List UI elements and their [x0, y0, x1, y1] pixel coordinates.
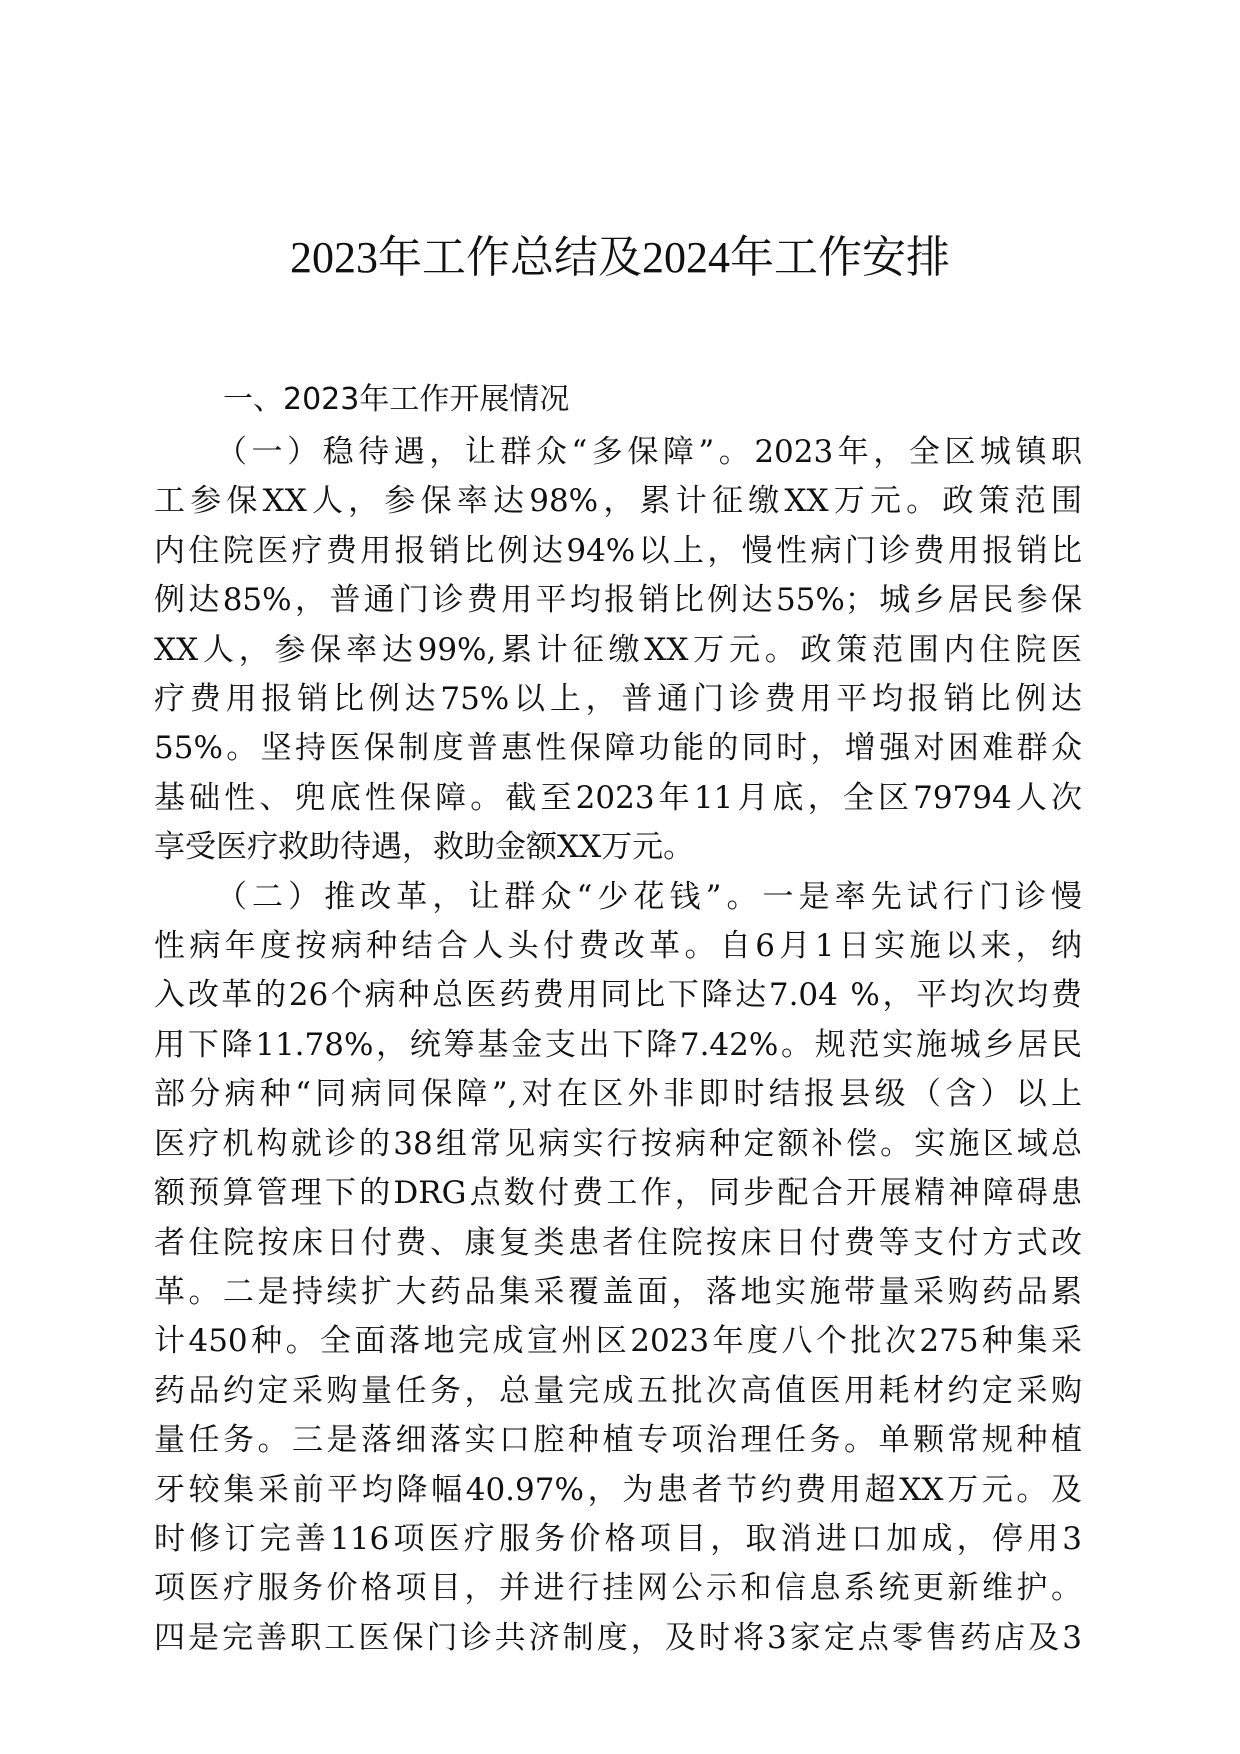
- text-line: 疗费用报销比例达75%以上，普通门诊费用平均报销比例达: [154, 681, 1082, 718]
- paragraph-2: [154, 873, 1082, 1664]
- text-line: 者住院按床日付费、康复类患者住院按床日付费等支付方式改: [154, 1224, 1082, 1261]
- text-line: 工参保XX人，参保率达98%，累计征缴XX万元。政策范围: [154, 483, 1082, 520]
- text-line: XX人，参保率达99%,累计征缴XX万元。政策范围内住院医: [154, 631, 1082, 668]
- text-line: 性病年度按病种结合人头付费改革。自6月1日实施以来，纳: [154, 928, 1082, 965]
- text-line: 医疗机构就诊的38组常见病实行按病种定额补偿。实施区域总: [154, 1125, 1082, 1162]
- text-line: 四是完善职工医保门诊共济制度，及时将3家定点零售药店及3: [154, 1619, 1082, 1656]
- section-heading: 一、2023年工作开展情况: [223, 382, 570, 417]
- text-line: 内住院医疗费用报销比例达94%以上，慢性病门诊费用报销比: [154, 532, 1082, 569]
- document-title: 2023年工作总结及2024年工作安排: [290, 233, 950, 282]
- paragraph-1: [154, 428, 1082, 873]
- text-line: 项医疗服务价格项目，并进行挂网公示和信息系统更新维护。: [154, 1570, 1082, 1607]
- text-line: 部分病种“同病同保障”,对在区外非即时结报县级（含）以上: [154, 1076, 1082, 1113]
- document-body: [154, 428, 1082, 1663]
- text-line: 药品约定采购量任务，总量完成五批次高值医用耗材约定采购: [154, 1372, 1082, 1409]
- text-line: 革。二是持续扩大药品集采覆盖面，落地实施带量采购药品累: [154, 1273, 1082, 1310]
- text-line: 用下降11.78%，统筹基金支出下降7.42%。规范实施城乡居民: [154, 1026, 1082, 1063]
- text-line: 例达85%，普通门诊费用平均报销比例达55%；城乡居民参保: [154, 582, 1082, 619]
- text-line: 享受医疗救助待遇，救助金额XX万元。: [154, 829, 695, 866]
- text-line: 55%。坚持医保制度普惠性保障功能的同时，增强对困难群众: [154, 730, 1082, 767]
- text-line: 牙较集采前平均降幅40.97%，为患者节约费用超XX万元。及: [154, 1471, 1082, 1508]
- text-line: 量任务。三是落细落实口腔种植专项治理任务。单颗常规种植: [154, 1422, 1082, 1459]
- text-line: 时修订完善116项医疗服务价格项目，取消进口加成，停用3: [154, 1520, 1082, 1557]
- text-line: （二）推改革，让群众“少花钱”。一是率先试行门诊慢: [216, 878, 1082, 915]
- text-line: （一）稳待遇，让群众“多保障”。2023年，全区城镇职: [216, 434, 1082, 470]
- text-line: 额预算管理下的DRG点数付费工作，同步配合开展精神障碍患: [154, 1175, 1082, 1212]
- text-line: 入改革的26个病种总医药费用同比下降达7.04 %，平均次均费: [154, 977, 1082, 1014]
- text-line: 基础性、兜底性保障。截至2023年11月底，全区79794人次: [154, 779, 1082, 816]
- text-line: 计450种。全面落地完成宣州区2023年度八个批次275种集采: [154, 1323, 1082, 1360]
